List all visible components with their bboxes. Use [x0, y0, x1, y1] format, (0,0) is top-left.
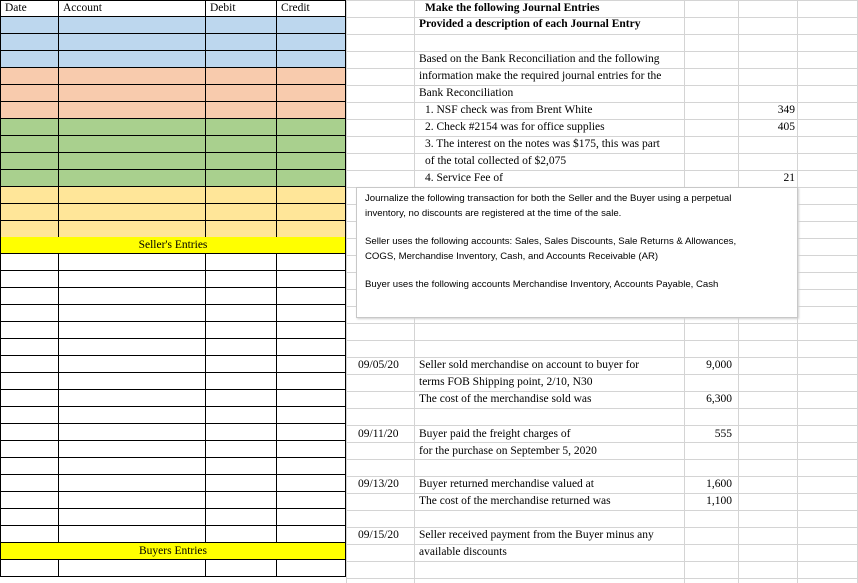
ledger-cell[interactable]	[0, 204, 59, 221]
ledger-row	[0, 204, 346, 221]
ledger-cell[interactable]	[0, 407, 59, 424]
ledger-cell[interactable]	[0, 390, 59, 407]
transaction-line: for the purchase on September 5, 2020	[419, 445, 597, 457]
ledger-row	[0, 288, 346, 305]
sheet-gridline	[346, 34, 858, 35]
ledger-cell[interactable]	[277, 17, 346, 34]
ledger-cell[interactable]	[59, 356, 206, 373]
ledger-cell[interactable]	[206, 458, 277, 475]
ledger-cell[interactable]	[206, 492, 277, 509]
ledger-row	[0, 560, 346, 577]
ledger-cell[interactable]	[0, 373, 59, 390]
ledger-cell[interactable]	[206, 373, 277, 390]
ledger-cell[interactable]	[277, 339, 346, 356]
transaction-amount: 555	[714, 428, 732, 440]
transaction-amount: 6,300	[706, 393, 732, 405]
transaction-line: The cost of the merchandise returned was	[419, 495, 611, 507]
item-1-amount: 349	[777, 104, 795, 116]
sheet-gridline	[346, 408, 858, 409]
ledger-row	[0, 271, 346, 288]
ledger-cell[interactable]	[0, 509, 59, 526]
ledger-cell[interactable]	[277, 424, 346, 441]
ledger-cell[interactable]	[206, 356, 277, 373]
ledger-cell[interactable]	[59, 322, 206, 339]
ledger-cell[interactable]	[59, 407, 206, 424]
header-credit: Credit	[277, 0, 346, 17]
ledger-cell[interactable]	[277, 153, 346, 170]
ledger-row	[0, 119, 346, 136]
ledger-cell[interactable]	[277, 271, 346, 288]
ledger-cell[interactable]	[206, 136, 277, 153]
ledger-cell[interactable]	[277, 322, 346, 339]
ledger-row	[0, 526, 346, 543]
ledger-cell[interactable]	[206, 187, 277, 204]
ledger-row	[0, 458, 346, 475]
ledger-cell[interactable]	[0, 68, 59, 85]
ledger-cell[interactable]	[59, 17, 206, 34]
ledger-row	[0, 475, 346, 492]
sheet-gridline	[346, 153, 858, 154]
item-2-amount: 405	[777, 121, 795, 133]
ledger-cell[interactable]	[59, 492, 206, 509]
ledger-cell[interactable]	[59, 373, 206, 390]
sheet-gridline	[346, 340, 858, 341]
ledger-cell[interactable]	[59, 526, 206, 543]
ledger-cell[interactable]	[59, 136, 206, 153]
ledger-cell[interactable]	[206, 441, 277, 458]
ledger-cell[interactable]	[0, 441, 59, 458]
ledger-cell[interactable]	[277, 390, 346, 407]
ledger-cell[interactable]	[206, 560, 277, 577]
ledger-cell[interactable]	[0, 17, 59, 34]
sheet-gridline	[346, 561, 858, 562]
ledger-cell[interactable]	[0, 271, 59, 288]
ledger-cell[interactable]	[206, 204, 277, 221]
ledger-cell[interactable]	[59, 424, 206, 441]
transaction-line: Buyer returned merchandise valued at	[419, 478, 594, 490]
instructions-title-2: Provided a description of each Journal Entry	[419, 18, 641, 30]
sheet-gridline	[346, 510, 858, 511]
ledger-cell[interactable]	[206, 221, 277, 238]
ledger-cell[interactable]	[277, 68, 346, 85]
ledger-cell[interactable]	[0, 305, 59, 322]
ledger-cell[interactable]	[206, 407, 277, 424]
item-1: 1. NSF check was from Brent White	[425, 104, 593, 116]
transaction-date: 09/15/20	[358, 529, 399, 541]
sheet-gridline	[346, 323, 858, 324]
instructions-textbox[interactable]	[356, 187, 798, 318]
ledger-cell[interactable]	[206, 339, 277, 356]
ledger-row	[0, 221, 346, 238]
ledger-cell[interactable]	[59, 34, 206, 51]
ledger-cell[interactable]	[206, 305, 277, 322]
ledger-cell[interactable]	[59, 187, 206, 204]
ledger-cell[interactable]	[59, 51, 206, 68]
item-3-line-1: 3. The interest on the notes was $175, this was part	[425, 138, 660, 150]
ledger-cell[interactable]	[206, 170, 277, 187]
intro-line-2: information make the required journal entries for the	[419, 70, 662, 82]
ledger-cell[interactable]	[277, 170, 346, 187]
ledger-cell[interactable]	[277, 560, 346, 577]
ledger-row	[0, 509, 346, 526]
ledger-cell[interactable]	[0, 458, 59, 475]
transaction-line: Buyer paid the freight charges of	[419, 428, 571, 440]
ledger-row	[0, 170, 346, 187]
item-3-line-2: of the total collected of $2,075	[425, 155, 567, 167]
ledger-cell[interactable]	[0, 51, 59, 68]
ledger-cell[interactable]	[206, 68, 277, 85]
item-4-amount: 21	[783, 172, 795, 184]
transaction-line: terms FOB Shipping point, 2/10, N30	[419, 376, 593, 388]
sellers-entries-label: Seller's Entries	[0, 237, 346, 254]
ledger-cell[interactable]	[0, 322, 59, 339]
ledger-cell[interactable]	[277, 458, 346, 475]
ledger-row	[0, 390, 346, 407]
ledger-cell[interactable]	[206, 390, 277, 407]
ledger-row	[0, 85, 346, 102]
ledger-cell[interactable]	[206, 526, 277, 543]
ledger-cell[interactable]	[0, 34, 59, 51]
ledger-row	[0, 441, 346, 458]
ledger-row	[0, 305, 346, 322]
ledger-cell[interactable]	[59, 204, 206, 221]
ledger-cell[interactable]	[277, 221, 346, 238]
transaction-date: 09/13/20	[358, 478, 399, 490]
ledger-row	[0, 153, 346, 170]
ledger-row	[0, 339, 346, 356]
ledger-cell[interactable]	[277, 441, 346, 458]
ledger-cell[interactable]	[277, 526, 346, 543]
ledger-cell[interactable]	[206, 424, 277, 441]
header-account: Account	[59, 0, 206, 17]
ledger-cell[interactable]	[59, 271, 206, 288]
ledger-cell[interactable]	[206, 254, 277, 271]
ledger-cell[interactable]	[277, 136, 346, 153]
ledger-cell[interactable]	[0, 102, 59, 119]
transaction-date: 09/11/20	[358, 428, 399, 440]
ledger-cell[interactable]	[0, 492, 59, 509]
ledger-cell[interactable]	[206, 102, 277, 119]
ledger-row	[0, 187, 346, 204]
sheet-gridline	[346, 578, 858, 579]
textbox-line-3: Seller uses the following accounts: Sales, Sales Discounts, Sale Returns & Allowances,	[365, 236, 737, 247]
ledger-cell[interactable]	[0, 119, 59, 136]
instructions-title-1: Make the following Journal Entries	[425, 2, 600, 14]
ledger-cell[interactable]	[277, 51, 346, 68]
sheet-gridline	[346, 0, 858, 1]
ledger-row	[0, 373, 346, 390]
ledger-cell[interactable]	[59, 119, 206, 136]
ledger-cell[interactable]	[206, 51, 277, 68]
textbox-line-2: inventory, no discounts are registered at the time of the sale.	[365, 208, 622, 219]
ledger-row	[0, 254, 346, 271]
item-2: 2. Check #2154 was for office supplies	[425, 121, 605, 133]
ledger-cell[interactable]	[0, 288, 59, 305]
transaction-amount: 1,100	[706, 495, 732, 507]
ledger-cell[interactable]	[59, 305, 206, 322]
ledger-cell[interactable]	[59, 458, 206, 475]
ledger-header-row	[0, 0, 346, 17]
ledger-cell[interactable]	[206, 17, 277, 34]
ledger-cell[interactable]	[0, 526, 59, 543]
ledger-cell[interactable]	[277, 373, 346, 390]
ledger-cell[interactable]	[59, 288, 206, 305]
ledger-cell[interactable]	[206, 475, 277, 492]
sheet-gridline	[346, 170, 858, 171]
transaction-line: available discounts	[419, 546, 507, 558]
ledger-cell[interactable]	[59, 441, 206, 458]
ledger-cell[interactable]	[0, 424, 59, 441]
ledger-cell[interactable]	[59, 339, 206, 356]
transaction-line: The cost of the merchandise sold was	[419, 393, 592, 405]
transaction-line: Seller sold merchandise on account to buyer for	[419, 359, 640, 371]
ledger-cell[interactable]	[0, 187, 59, 204]
ledger-cell[interactable]	[0, 356, 59, 373]
ledger-cell[interactable]	[0, 221, 59, 238]
ledger-cell[interactable]	[277, 102, 346, 119]
ledger-cell[interactable]	[59, 509, 206, 526]
ledger-cell[interactable]	[0, 475, 59, 492]
buyers-entries-label: Buyers Entries	[0, 543, 346, 560]
ledger-cell[interactable]	[277, 492, 346, 509]
ledger-cell[interactable]	[277, 407, 346, 424]
ledger-cell[interactable]	[277, 204, 346, 221]
ledger-row	[0, 322, 346, 339]
ledger-cell[interactable]	[0, 560, 59, 577]
ledger-cell[interactable]	[277, 288, 346, 305]
ledger-row	[0, 68, 346, 85]
ledger-cell[interactable]	[206, 153, 277, 170]
ledger-row	[0, 407, 346, 424]
transaction-amount: 9,000	[706, 359, 732, 371]
ledger-cell[interactable]	[59, 102, 206, 119]
ledger-row	[0, 356, 346, 373]
textbox-line-1: Journalize the following transaction for both the Seller and the Buyer using a perpetual	[365, 193, 732, 204]
ledger-cell[interactable]	[59, 254, 206, 271]
ledger-cell[interactable]	[0, 136, 59, 153]
ledger-row	[0, 51, 346, 68]
ledger-row	[0, 17, 346, 34]
ledger-cell[interactable]	[277, 34, 346, 51]
textbox-line-5: Buyer uses the following accounts Merchandise Inventory, Accounts Payable, Cash	[365, 279, 719, 290]
ledger-cell[interactable]	[206, 34, 277, 51]
intro-line-3: Bank Reconciliation	[419, 87, 514, 99]
ledger-cell[interactable]	[59, 170, 206, 187]
ledger-cell[interactable]	[277, 254, 346, 271]
ledger-cell[interactable]	[0, 339, 59, 356]
ledger-cell[interactable]	[206, 288, 277, 305]
ledger-cell[interactable]	[59, 153, 206, 170]
ledger-row	[0, 136, 346, 153]
ledger-cell[interactable]	[206, 271, 277, 288]
ledger-cell[interactable]	[0, 153, 59, 170]
ledger-cell[interactable]	[59, 68, 206, 85]
ledger-row	[0, 34, 346, 51]
ledger-row	[0, 102, 346, 119]
ledger-cell[interactable]	[277, 85, 346, 102]
ledger-cell[interactable]	[206, 322, 277, 339]
transaction-date: 09/05/20	[358, 359, 399, 371]
intro-line-1: Based on the Bank Reconciliation and the following	[419, 53, 660, 65]
transaction-line: Seller received payment from the Buyer minus any	[419, 529, 654, 541]
ledger-cell[interactable]	[0, 85, 59, 102]
ledger-cell[interactable]	[277, 187, 346, 204]
ledger-cell[interactable]	[277, 356, 346, 373]
ledger-row	[0, 492, 346, 509]
ledger-cell[interactable]	[277, 119, 346, 136]
textbox-line-4: COGS, Merchandise Inventory, Cash, and Accounts Receivable (AR)	[365, 251, 659, 262]
ledger-cell[interactable]	[0, 254, 59, 271]
ledger-row	[0, 424, 346, 441]
ledger-cell[interactable]	[277, 305, 346, 322]
item-4: 4. Service Fee of	[425, 172, 503, 184]
ledger-cell[interactable]	[59, 85, 206, 102]
ledger-cell[interactable]	[59, 390, 206, 407]
ledger-cell[interactable]	[59, 475, 206, 492]
ledger-cell[interactable]	[59, 560, 206, 577]
transaction-amount: 1,600	[706, 478, 732, 490]
ledger-cell[interactable]	[277, 475, 346, 492]
ledger-cell[interactable]	[206, 509, 277, 526]
header-debit: Debit	[206, 0, 277, 17]
ledger-cell[interactable]	[206, 119, 277, 136]
header-date: Date	[0, 0, 59, 17]
ledger-cell[interactable]	[0, 170, 59, 187]
ledger-cell[interactable]	[277, 509, 346, 526]
ledger-cell[interactable]	[206, 85, 277, 102]
ledger-cell[interactable]	[59, 221, 206, 238]
